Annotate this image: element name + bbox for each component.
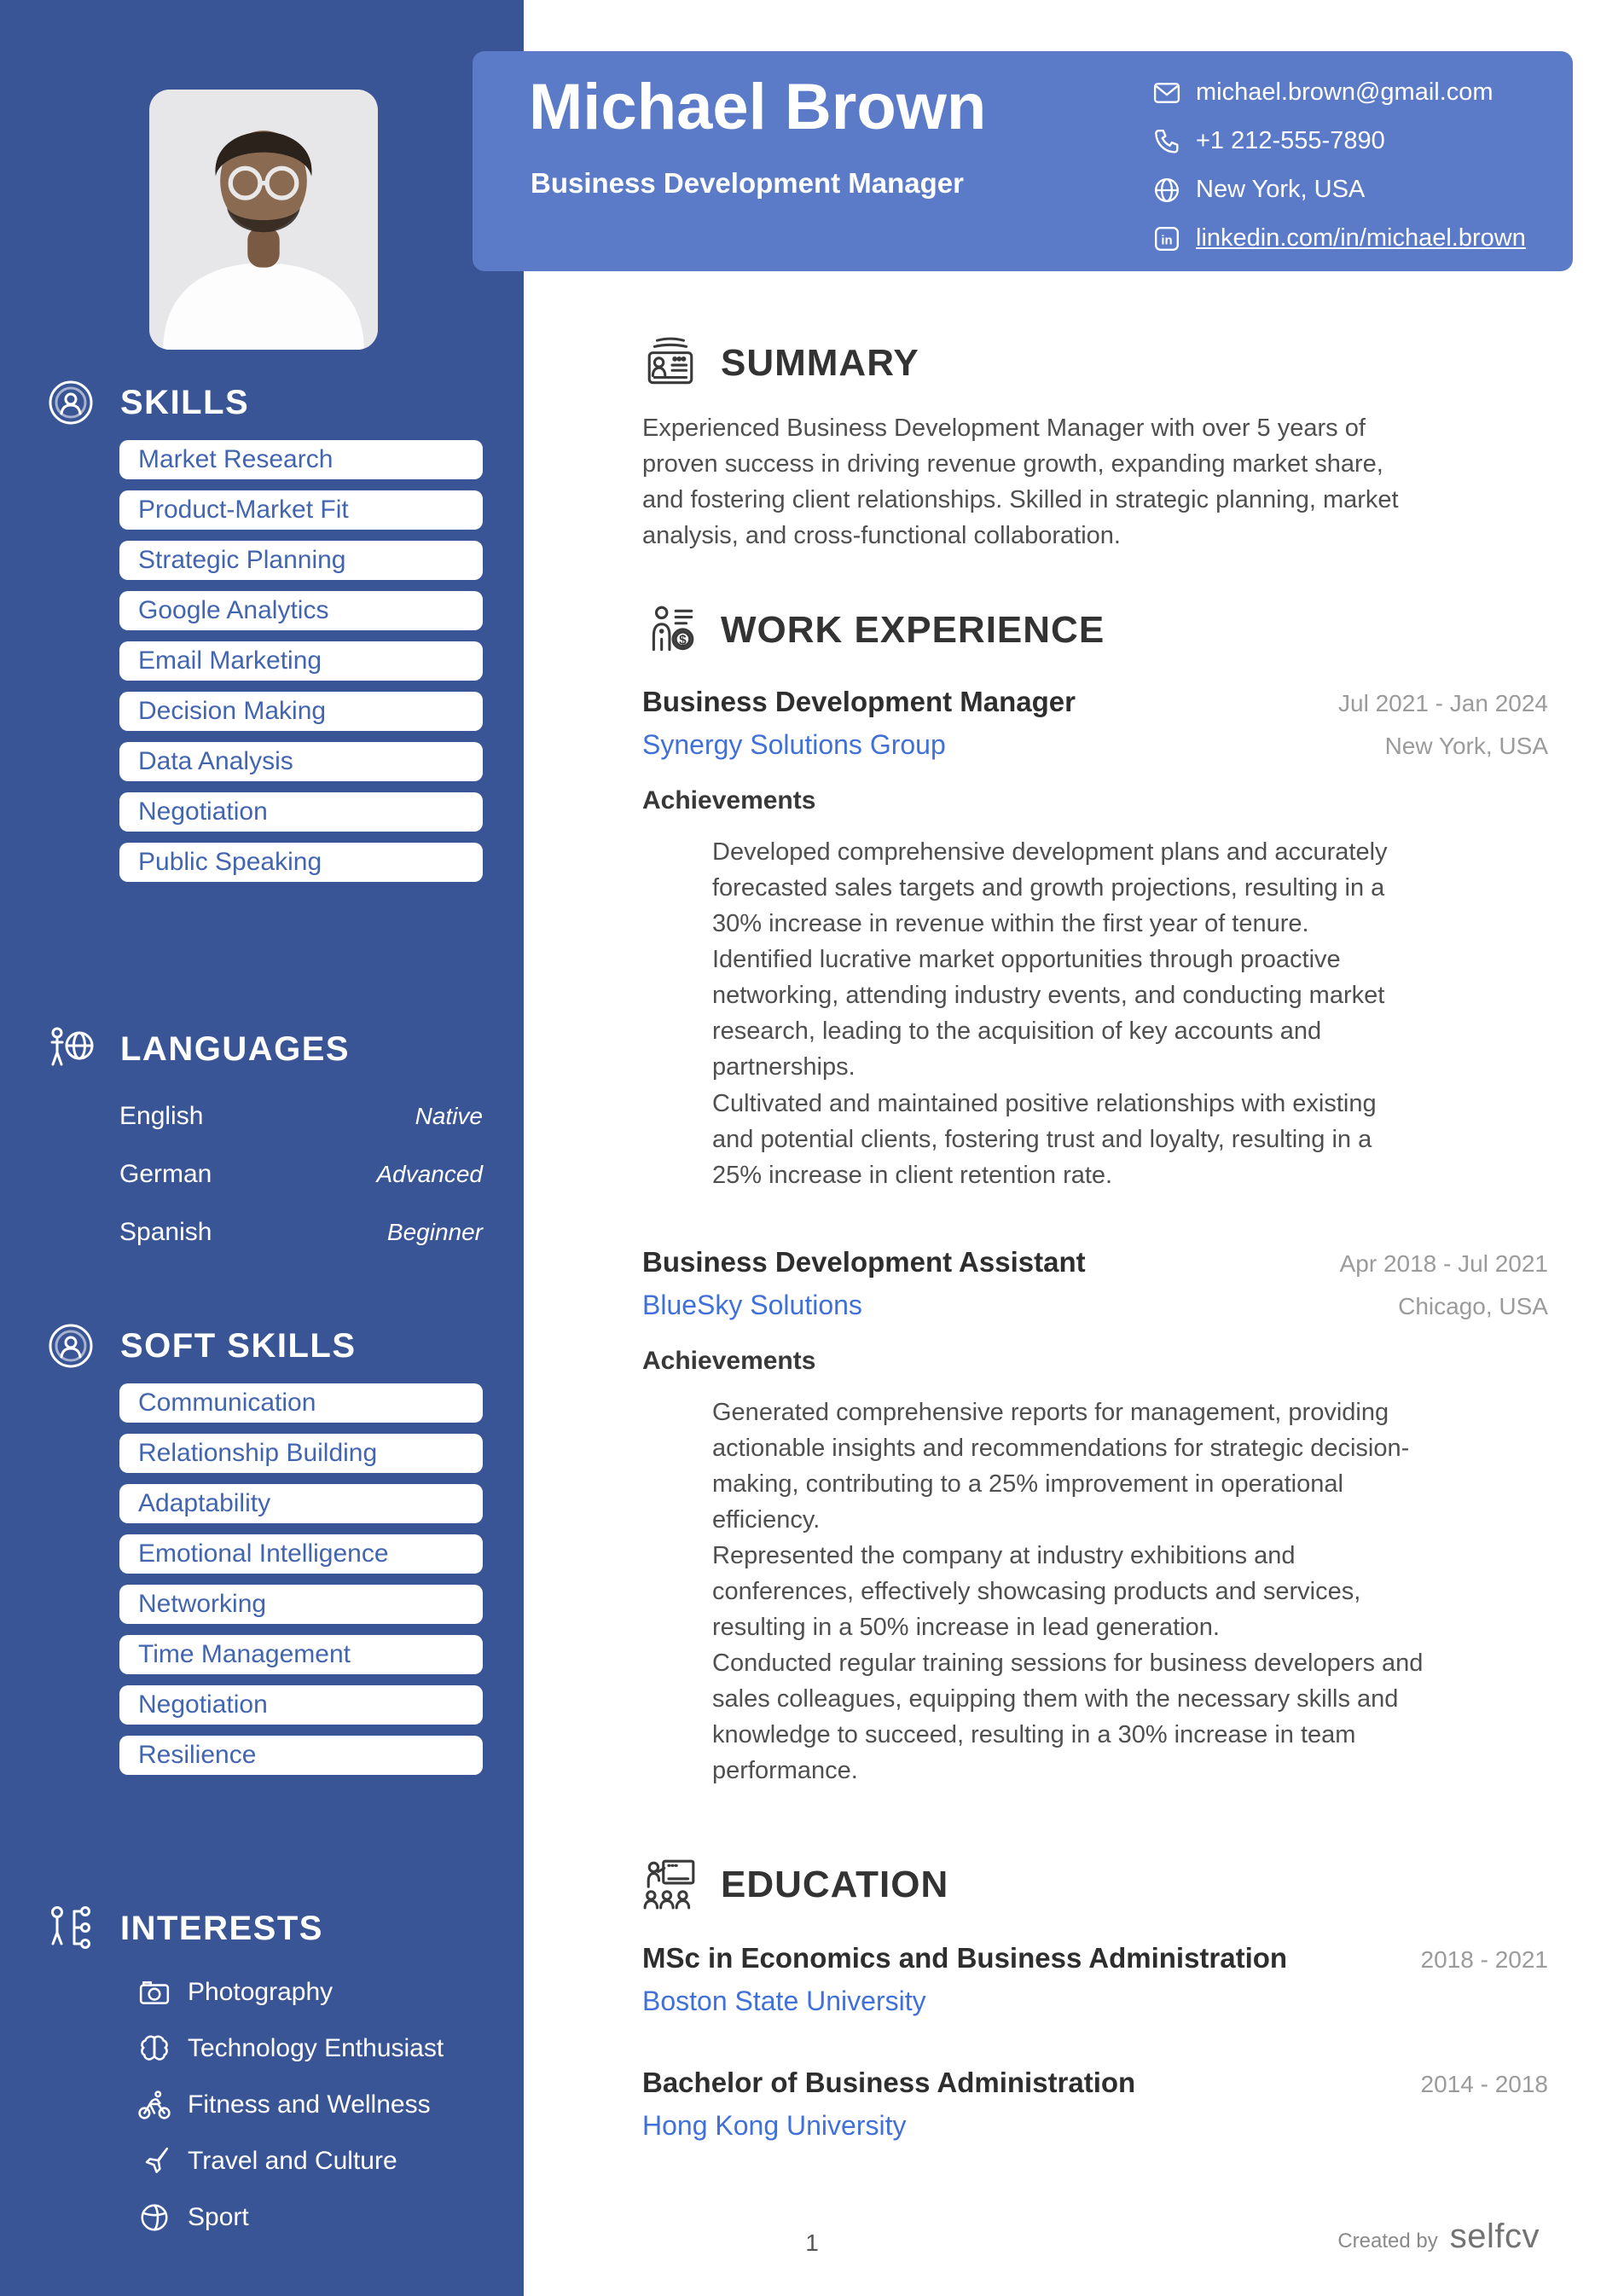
- email-value: michael.brown@gmail.com: [1196, 78, 1494, 106]
- languages-icon: [47, 1025, 95, 1073]
- soft-skill-chip: Networking: [119, 1585, 483, 1624]
- interest-item: [138, 2089, 490, 2121]
- work-experience-icon: [642, 602, 699, 658]
- language-level: Advanced: [376, 1161, 483, 1187]
- interest-item: [138, 2032, 490, 2065]
- language-row: [119, 1102, 483, 1131]
- achievement-item: Identified lucrative market opportunities through proactive networking, attending industry events, and conducting market research, leading to the acquisition of key accounts and partnerships.: [712, 946, 1385, 1081]
- skill-chip: Strategic Planning: [119, 541, 483, 580]
- page-number: 1: [805, 2229, 819, 2256]
- interest-label: Travel and Culture: [188, 2147, 397, 2175]
- job-company-link[interactable]: Synergy Solutions Group: [642, 729, 946, 761]
- languages-section: [0, 1025, 524, 1247]
- school-link[interactable]: Hong Kong University: [642, 2110, 907, 2142]
- degree: MSc in Economics and Business Administration: [642, 1942, 1288, 1974]
- job-location: Chicago, USA: [1398, 1292, 1548, 1319]
- skill-chip: Google Analytics: [119, 591, 483, 630]
- interests-icon: [47, 1905, 95, 1952]
- achievement-item: Developed comprehensive development plans and accurately forecasted sales targets and growth projections, resulting in a 30% increase in revenue within the first year of tenure.: [712, 838, 1388, 938]
- skills-section: [0, 379, 524, 882]
- soft-skill-chip: Negotiation: [119, 1685, 483, 1725]
- brain-icon: [138, 2032, 171, 2065]
- camera-icon: [138, 1976, 171, 2009]
- avatar: [149, 90, 378, 350]
- interest-item: [138, 1976, 490, 2009]
- job-dates: Apr 2018 - Jul 2021: [1339, 1249, 1548, 1277]
- soft-skills-section: [0, 1322, 524, 1775]
- language-level: Native: [415, 1103, 483, 1129]
- summary-title: SUMMARY: [721, 342, 919, 384]
- phone-value: +1 212-555-7890: [1196, 127, 1385, 154]
- language-row: [119, 1218, 483, 1247]
- soft-skill-chip: Communication: [119, 1383, 483, 1423]
- achievements-list: [712, 1394, 1424, 1789]
- achievement-item: Represented the company at industry exhibitions and conferences, effectively showcasing products and services, resulting in a 50% increase in lead generation.: [712, 1541, 1361, 1641]
- achievements-label: Achievements: [642, 786, 816, 815]
- achievement-item: Conducted regular training sessions for business developers and sales colleagues, equipping them with the necessary skills and knowledge to succeed, resulting in a 30% increase in team performance.: [712, 1649, 1424, 1785]
- soft-skill-chip: Time Management: [119, 1635, 483, 1674]
- skill-chip: Product-Market Fit: [119, 490, 483, 530]
- skill-chip: Email Marketing: [119, 641, 483, 681]
- person-name: Michael Brown: [529, 71, 987, 143]
- achievement-item: Cultivated and maintained positive relationships with existing and potential clients, fostering trust and loyalty, resulting in a 25% increase in client retention rate.: [712, 1089, 1377, 1189]
- main-content: [524, 0, 1624, 2142]
- profile-photo: [149, 90, 378, 350]
- achievement-item: Generated comprehensive reports for management, providing actionable insights and recommendations for strategic decision-making, contributing to a 25% improvement in operational efficiency.: [712, 1398, 1410, 1534]
- work-experience-title: WORK EXPERIENCE: [721, 609, 1105, 652]
- interest-label: Photography: [188, 1978, 334, 2006]
- achievements-label: Achievements: [642, 1346, 816, 1375]
- interest-item: [138, 2145, 490, 2177]
- job-entry: [642, 686, 1624, 1192]
- interest-label: Fitness and Wellness: [188, 2090, 431, 2119]
- job-role: Business Development Manager: [642, 686, 1076, 718]
- language-name: Spanish: [119, 1218, 212, 1246]
- language-level: Beginner: [386, 1219, 483, 1245]
- education-icon: [642, 1857, 699, 1913]
- languages-title: LANGUAGES: [120, 1029, 351, 1068]
- job-dates: Jul 2021 - Jan 2024: [1338, 690, 1548, 717]
- work-experience-section: [642, 602, 1624, 1789]
- skills-title: SKILLS: [120, 383, 250, 421]
- skill-chip: Decision Making: [119, 692, 483, 731]
- person-job-title: Business Development Manager: [531, 167, 964, 199]
- skill-chip: Market Research: [119, 440, 483, 479]
- id-card-icon: [642, 335, 699, 391]
- credit-text: Created by: [1337, 2229, 1438, 2253]
- svg-text:in: in: [1161, 232, 1173, 247]
- linkedin-link[interactable]: linkedin.com/in/michael.brown: [1196, 224, 1526, 252]
- selfcv-logo[interactable]: selfcv: [1449, 2218, 1540, 2255]
- education-section: [642, 1857, 1624, 2142]
- education-dates: 2014 - 2018: [1420, 2071, 1548, 2098]
- job-entry: [642, 1246, 1624, 1789]
- summary-text: Experienced Business Development Manager with over 5 years of proven success in driving revenue growth, expanding market share, and fostering client relationships. Skilled in strategic planning, market analysis, and cross-functional collaboration.: [642, 415, 1399, 550]
- language-name: English: [119, 1102, 204, 1130]
- education-dates: 2018 - 2021: [1420, 1946, 1548, 1974]
- soft-skills-title: SOFT SKILLS: [120, 1326, 357, 1365]
- language-name: German: [119, 1160, 212, 1188]
- school-link[interactable]: Boston State University: [642, 1986, 926, 2017]
- job-company-link[interactable]: BlueSky Solutions: [642, 1289, 862, 1320]
- soft-skill-chip: Relationship Building: [119, 1434, 483, 1473]
- degree: Bachelor of Business Administration: [642, 2067, 1136, 2099]
- skills-icon: [47, 379, 95, 426]
- svg-text:$: $: [679, 633, 687, 648]
- education-entry: [642, 2067, 1624, 2142]
- skill-chip: Negotiation: [119, 792, 483, 832]
- education-entry: [642, 1942, 1624, 2017]
- education-title: EDUCATION: [721, 1864, 949, 1906]
- soft-skills-icon: [47, 1322, 95, 1370]
- soft-skill-chip: Resilience: [119, 1736, 483, 1775]
- soft-skill-chip: Adaptability: [119, 1484, 483, 1523]
- cyclist-icon: [138, 2089, 171, 2121]
- interest-label: Technology Enthusiast: [188, 2034, 444, 2062]
- interests-section: [0, 1905, 524, 2234]
- airplane-icon: [138, 2145, 171, 2177]
- summary-section: [642, 335, 1624, 554]
- job-role: Business Development Assistant: [642, 1245, 1086, 1278]
- skill-chip: Data Analysis: [119, 742, 483, 781]
- location-value: New York, USA: [1196, 176, 1366, 203]
- soft-skill-chip: Emotional Intelligence: [119, 1534, 483, 1574]
- interest-label: Sport: [188, 2203, 249, 2231]
- language-row: [119, 1160, 483, 1189]
- credit-line: [1337, 2218, 1540, 2256]
- job-location: New York, USA: [1384, 733, 1548, 760]
- interests-title: INTERESTS: [120, 1909, 323, 1947]
- skill-chip: Public Speaking: [119, 843, 483, 882]
- sidebar: [0, 0, 524, 2296]
- achievements-list: [712, 834, 1424, 1192]
